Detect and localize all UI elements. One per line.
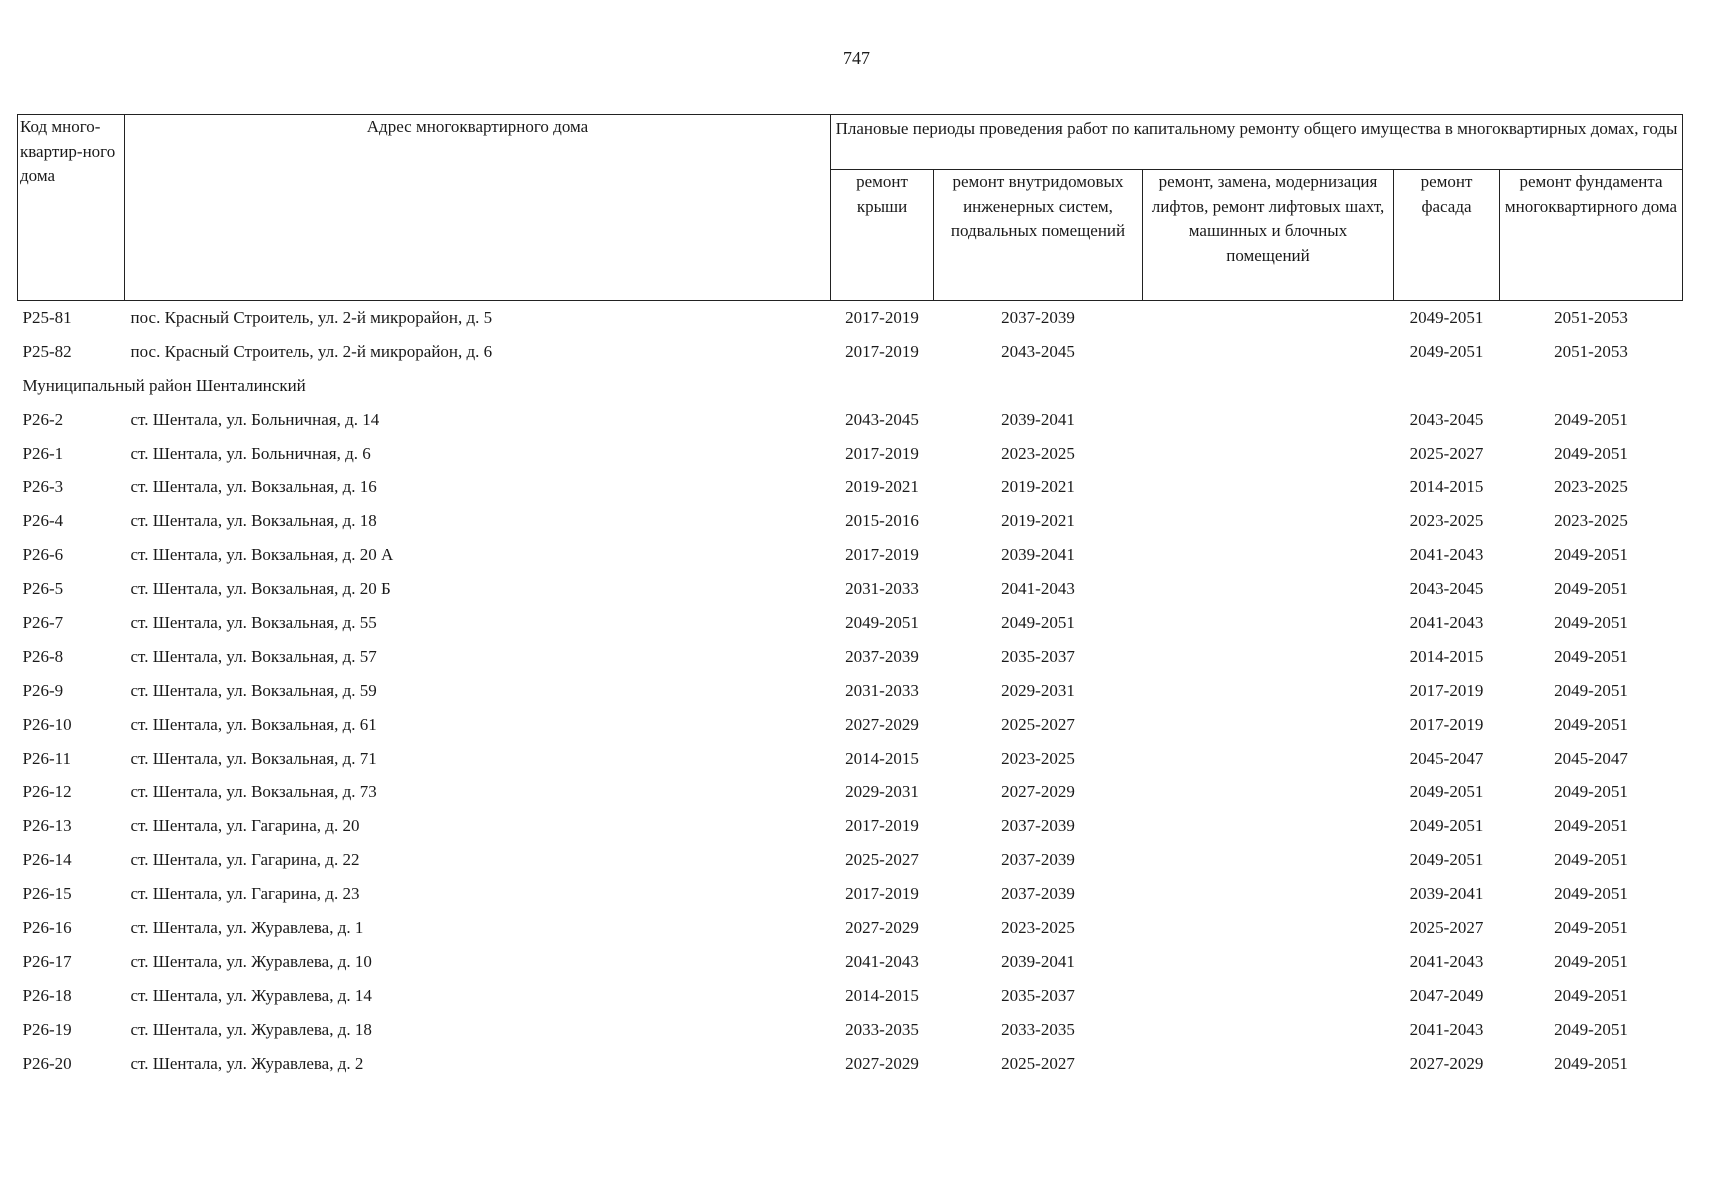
house-code: Р26-3 <box>22 477 64 497</box>
systems-period: 2019-2021 <box>1001 511 1075 531</box>
table-row <box>18 945 1683 979</box>
foundation-period: 2049-2051 <box>1554 884 1628 904</box>
header-facade: ремонт фасада <box>1394 170 1500 301</box>
roof-period: 2017-2019 <box>845 307 919 327</box>
lifts-period <box>1143 504 1394 538</box>
house-code: Р25-82 <box>22 341 72 361</box>
roof-period: 2037-2039 <box>845 646 919 666</box>
roof-period: 2019-2021 <box>845 477 919 497</box>
table-row <box>18 1013 1683 1047</box>
facade-period: 2043-2045 <box>1409 409 1484 429</box>
facade-period: 2027-2029 <box>1409 1053 1484 1073</box>
facade-period: 2049-2051 <box>1409 307 1484 327</box>
roof-period: 2027-2029 <box>845 917 919 937</box>
table-row <box>18 742 1683 776</box>
capital-repair-schedule-table <box>17 114 1683 1080</box>
foundation-period: 2051-2053 <box>1554 307 1628 327</box>
foundation-period: 2049-2051 <box>1554 680 1628 700</box>
systems-period: 2039-2041 <box>1001 951 1075 971</box>
foundation-period: 2049-2051 <box>1554 816 1628 836</box>
house-address: ст. Шентала, ул. Журавлева, д. 10 <box>130 951 372 971</box>
house-address: ст. Шентала, ул. Вокзальная, д. 20 А <box>130 545 394 565</box>
lifts-period <box>1143 674 1394 708</box>
roof-period: 2017-2019 <box>845 341 919 361</box>
table-header <box>18 115 1683 301</box>
house-address: ст. Шентала, ул. Вокзальная, д. 18 <box>130 511 377 531</box>
roof-period: 2031-2033 <box>845 680 919 700</box>
facade-period: 2049-2051 <box>1409 341 1484 361</box>
systems-period: 2025-2027 <box>1001 1053 1075 1073</box>
house-code: Р26-7 <box>22 612 64 632</box>
systems-period: 2029-2031 <box>1001 680 1075 700</box>
roof-period: 2017-2019 <box>845 884 919 904</box>
house-address: ст. Шентала, ул. Вокзальная, д. 73 <box>130 782 377 802</box>
facade-period: 2041-2043 <box>1409 545 1484 565</box>
house-code: Р26-17 <box>22 951 72 971</box>
header-engineering-systems: ремонт внутридомовых инженерных систем, подвальных помещений <box>934 170 1143 301</box>
house-code: Р26-10 <box>22 714 72 734</box>
systems-period: 2025-2027 <box>1001 714 1075 734</box>
foundation-period: 2049-2051 <box>1554 985 1628 1005</box>
systems-period: 2037-2039 <box>1001 884 1075 904</box>
systems-period: 2049-2051 <box>1001 612 1075 632</box>
roof-period: 2025-2027 <box>845 850 919 870</box>
house-code: Р26-6 <box>22 545 64 565</box>
lifts-period <box>1143 945 1394 979</box>
facade-period: 2049-2051 <box>1409 816 1484 836</box>
house-address: ст. Шентала, ул. Журавлева, д. 18 <box>130 1019 372 1039</box>
house-address: ст. Шентала, ул. Вокзальная, д. 16 <box>130 477 377 497</box>
roof-period: 2017-2019 <box>845 545 919 565</box>
foundation-period: 2049-2051 <box>1554 917 1628 937</box>
table-row <box>18 809 1683 843</box>
house-address: ст. Шентала, ул. Журавлева, д. 2 <box>130 1053 364 1073</box>
house-code: Р26-9 <box>22 680 64 700</box>
table-row <box>18 301 1683 335</box>
header-roof: ремонт крыши <box>831 170 934 301</box>
lifts-period <box>1143 470 1394 504</box>
facade-period: 2039-2041 <box>1409 884 1484 904</box>
house-code: Р26-18 <box>22 985 72 1005</box>
house-address: ст. Шентала, ул. Гагарина, д. 23 <box>130 884 360 904</box>
systems-period: 2039-2041 <box>1001 409 1075 429</box>
systems-period: 2019-2021 <box>1001 477 1075 497</box>
systems-period: 2027-2029 <box>1001 782 1075 802</box>
foundation-period: 2023-2025 <box>1554 511 1628 531</box>
systems-period: 2043-2045 <box>1001 341 1075 361</box>
systems-period: 2023-2025 <box>1001 917 1075 937</box>
table-row <box>18 538 1683 572</box>
table-row <box>18 640 1683 674</box>
systems-period: 2033-2035 <box>1001 1019 1075 1039</box>
lifts-period <box>1143 843 1394 877</box>
lifts-period <box>1143 606 1394 640</box>
roof-period: 2014-2015 <box>845 985 919 1005</box>
foundation-period: 2049-2051 <box>1554 545 1628 565</box>
foundation-period: 2049-2051 <box>1554 850 1628 870</box>
house-code: Р26-16 <box>22 917 72 937</box>
house-address: ст. Шентала, ул. Вокзальная, д. 61 <box>130 714 377 734</box>
roof-period: 2014-2015 <box>845 748 919 768</box>
header-code: Код много-квартир-ного дома <box>18 115 125 301</box>
roof-period: 2017-2019 <box>845 816 919 836</box>
table-row <box>18 911 1683 945</box>
lifts-period <box>1143 538 1394 572</box>
house-address: ст. Шентала, ул. Гагарина, д. 20 <box>130 816 360 836</box>
house-address: ст. Шентала, ул. Вокзальная, д. 59 <box>130 680 377 700</box>
table-row <box>18 843 1683 877</box>
facade-period: 2047-2049 <box>1409 985 1484 1005</box>
foundation-period: 2045-2047 <box>1554 748 1628 768</box>
facade-period: 2025-2027 <box>1409 917 1484 937</box>
house-code: Р26-1 <box>22 443 64 463</box>
house-address: ст. Шентала, ул. Больничная, д. 6 <box>130 443 371 463</box>
lifts-period <box>1143 640 1394 674</box>
house-address: пос. Красный Строитель, ул. 2-й микрорайон, д. 6 <box>130 341 493 361</box>
house-code: Р26-4 <box>22 511 64 531</box>
foundation-period: 2049-2051 <box>1554 1053 1628 1073</box>
systems-period: 2041-2043 <box>1001 579 1075 599</box>
systems-period: 2037-2039 <box>1001 307 1075 327</box>
roof-period: 2049-2051 <box>845 612 919 632</box>
house-code: Р26-12 <box>22 782 72 802</box>
lifts-period <box>1143 335 1394 369</box>
table-row <box>18 572 1683 606</box>
table-row <box>18 877 1683 911</box>
house-address: ст. Шентала, ул. Гагарина, д. 22 <box>130 850 360 870</box>
facade-period: 2049-2051 <box>1409 850 1484 870</box>
roof-period: 2043-2045 <box>845 409 919 429</box>
house-code: Р26-19 <box>22 1019 72 1039</box>
table-row <box>18 708 1683 742</box>
house-address: пос. Красный Строитель, ул. 2-й микрорайон, д. 5 <box>130 307 493 327</box>
systems-period: 2035-2037 <box>1001 985 1075 1005</box>
lifts-period <box>1143 403 1394 437</box>
table-row <box>18 1047 1683 1081</box>
foundation-period: 2049-2051 <box>1554 612 1628 632</box>
lifts-period <box>1143 1047 1394 1081</box>
foundation-period: 2051-2053 <box>1554 341 1628 361</box>
header-address: Адрес многоквартирного дома <box>125 115 831 301</box>
lifts-period <box>1143 572 1394 606</box>
lifts-period <box>1143 1013 1394 1047</box>
house-address: ст. Шентала, ул. Вокзальная, д. 71 <box>130 748 377 768</box>
lifts-period <box>1143 742 1394 776</box>
lifts-period <box>1143 437 1394 471</box>
facade-period: 2014-2015 <box>1409 477 1484 497</box>
roof-period: 2017-2019 <box>845 443 919 463</box>
table-row <box>18 437 1683 471</box>
lifts-period <box>1143 301 1394 335</box>
table-row <box>18 775 1683 809</box>
house-code: Р26-15 <box>22 884 72 904</box>
systems-period: 2023-2025 <box>1001 443 1075 463</box>
roof-period: 2027-2029 <box>845 714 919 734</box>
table-row <box>18 979 1683 1013</box>
header-foundation: ремонт фундамента многоквартирного дома <box>1500 170 1683 301</box>
systems-period: 2037-2039 <box>1001 816 1075 836</box>
house-address: ст. Шентала, ул. Больничная, д. 14 <box>130 409 380 429</box>
roof-period: 2029-2031 <box>845 782 919 802</box>
facade-period: 2043-2045 <box>1409 579 1484 599</box>
systems-period: 2023-2025 <box>1001 748 1075 768</box>
foundation-period: 2049-2051 <box>1554 409 1628 429</box>
lifts-period <box>1143 708 1394 742</box>
header-periods-group: Плановые периоды проведения работ по капитальному ремонту общего имущества в многоквартирных домах, годы <box>831 115 1683 170</box>
roof-period: 2015-2016 <box>845 511 919 531</box>
table-row <box>18 606 1683 640</box>
foundation-period: 2049-2051 <box>1554 1019 1628 1039</box>
roof-period: 2041-2043 <box>845 951 919 971</box>
house-code: Р26-14 <box>22 850 72 870</box>
facade-period: 2045-2047 <box>1409 748 1484 768</box>
house-code: Р26-5 <box>22 579 64 599</box>
facade-period: 2041-2043 <box>1409 951 1484 971</box>
lifts-period <box>1143 979 1394 1013</box>
foundation-period: 2023-2025 <box>1554 477 1628 497</box>
foundation-period: 2049-2051 <box>1554 646 1628 666</box>
house-code: Р26-2 <box>22 409 64 429</box>
facade-period: 2017-2019 <box>1409 680 1484 700</box>
house-code: Р26-20 <box>22 1053 72 1073</box>
house-address: ст. Шентала, ул. Журавлева, д. 1 <box>130 917 364 937</box>
section-row <box>18 369 1683 403</box>
house-address: ст. Шентала, ул. Вокзальная, д. 55 <box>130 612 377 632</box>
table-row <box>18 674 1683 708</box>
lifts-period <box>1143 775 1394 809</box>
lifts-period <box>1143 911 1394 945</box>
facade-period: 2049-2051 <box>1409 782 1484 802</box>
table-row <box>18 403 1683 437</box>
foundation-period: 2049-2051 <box>1554 714 1628 734</box>
foundation-period: 2049-2051 <box>1554 579 1628 599</box>
facade-period: 2041-2043 <box>1409 1019 1484 1039</box>
table-body <box>18 301 1683 1081</box>
house-code: Р26-11 <box>22 748 71 768</box>
roof-period: 2027-2029 <box>845 1053 919 1073</box>
roof-period: 2031-2033 <box>845 579 919 599</box>
systems-period: 2035-2037 <box>1001 646 1075 666</box>
facade-period: 2025-2027 <box>1409 443 1484 463</box>
house-address: ст. Шентала, ул. Вокзальная, д. 20 Б <box>130 579 391 599</box>
foundation-period: 2049-2051 <box>1554 951 1628 971</box>
table-row <box>18 470 1683 504</box>
systems-period: 2039-2041 <box>1001 545 1075 565</box>
house-address: ст. Шентала, ул. Журавлева, д. 14 <box>130 985 372 1005</box>
foundation-period: 2049-2051 <box>1554 443 1628 463</box>
table-row <box>18 335 1683 369</box>
house-code: Р26-8 <box>22 646 64 666</box>
facade-period: 2017-2019 <box>1409 714 1484 734</box>
table-row <box>18 504 1683 538</box>
header-lifts: ремонт, замена, модернизация лифтов, ремонт лифтовых шахт, машинных и блочных помещений <box>1143 170 1394 301</box>
lifts-period <box>1143 877 1394 911</box>
house-code: Р25-81 <box>22 307 72 327</box>
facade-period: 2014-2015 <box>1409 646 1484 666</box>
facade-period: 2041-2043 <box>1409 612 1484 632</box>
facade-period: 2023-2025 <box>1409 511 1484 531</box>
house-code: Р26-13 <box>22 816 72 836</box>
house-address: ст. Шентала, ул. Вокзальная, д. 57 <box>130 646 377 666</box>
lifts-period <box>1143 809 1394 843</box>
systems-period: 2037-2039 <box>1001 850 1075 870</box>
page-number: 747 <box>843 48 870 68</box>
roof-period: 2033-2035 <box>845 1019 919 1039</box>
section-title: Муниципальный район Шенталинский <box>22 375 306 395</box>
foundation-period: 2049-2051 <box>1554 782 1628 802</box>
